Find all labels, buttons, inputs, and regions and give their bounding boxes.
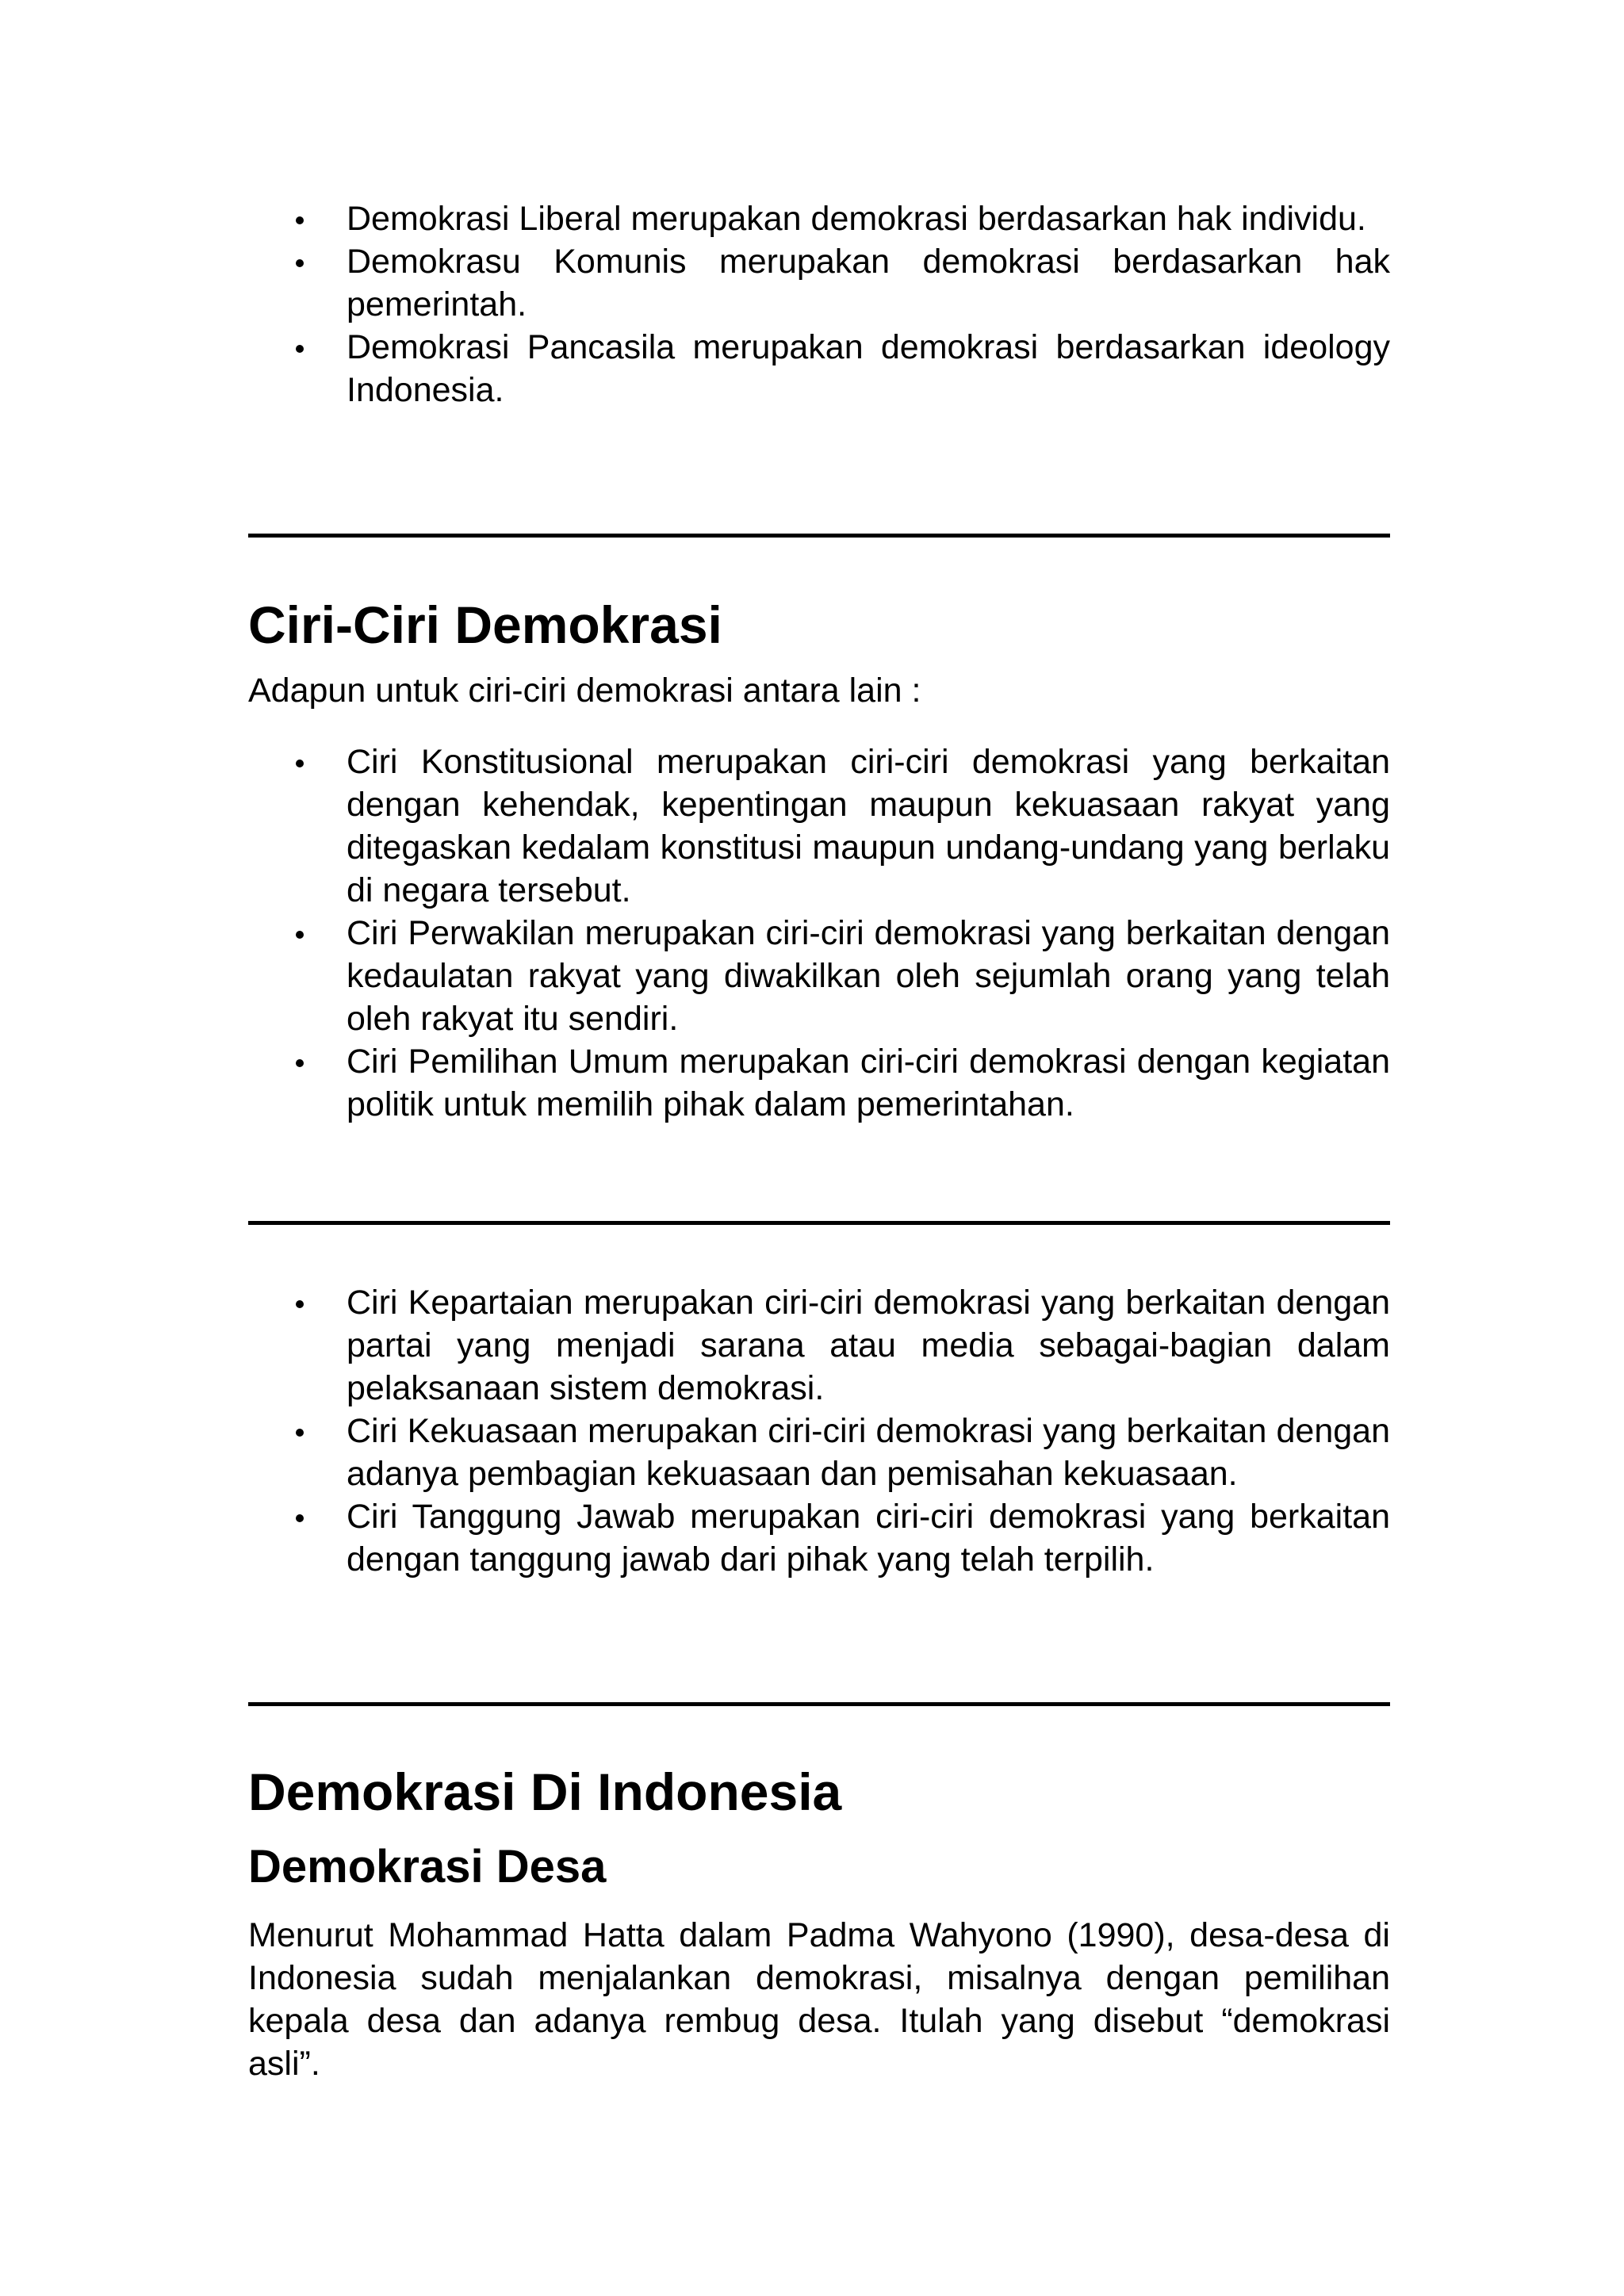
horizontal-divider xyxy=(248,534,1390,538)
bullet-icon xyxy=(296,345,304,353)
list-item-text: Ciri Konstitusional merupakan ciri-ciri demokrasi yang berkaitan dengan kehendak, kepentingan maupun kekuasaan rakyat yang ditegaskan kedalam konstitusi maupun undang-undang yang berlaku di negara tersebut. xyxy=(347,743,1390,909)
section-heading: Ciri-Ciri Demokrasi xyxy=(248,595,722,654)
list-item xyxy=(248,240,1390,326)
bullet-icon xyxy=(296,1429,304,1437)
list-item-text: Ciri Kekuasaan merupakan ciri-ciri demokrasi yang berkaitan dengan adanya pembagian kekuasaan dan pemisahan kekuasaan. xyxy=(347,1412,1390,1493)
list-item xyxy=(248,1281,1390,1410)
bullet-icon xyxy=(296,760,304,767)
ciri-continued-section xyxy=(248,1281,1390,1581)
bullet-icon xyxy=(296,1300,304,1308)
list-item xyxy=(248,197,1390,240)
section-intro: Adapun untuk ciri-ciri demokrasi antara lain : xyxy=(248,672,921,710)
list-item xyxy=(248,1495,1390,1581)
list-item xyxy=(248,1410,1390,1495)
list-item-text: Ciri Perwakilan merupakan ciri-ciri demokrasi yang berkaitan dengan kedaulatan rakyat yang diwakilkan oleh sejumlah orang yang telah oleh rakyat itu sendiri. xyxy=(347,914,1390,1038)
bullet-icon xyxy=(296,1514,304,1522)
list-item-text: Ciri Pemilihan Umum merupakan ciri-ciri demokrasi dengan kegiatan politik untuk memilih pihak dalam pemerintahan. xyxy=(347,1043,1390,1123)
list-item xyxy=(248,912,1390,1040)
horizontal-divider xyxy=(248,1221,1390,1225)
list-item-text: Demokrasi Pancasila merupakan demokrasi berdasarkan ideology Indonesia. xyxy=(347,328,1390,409)
section-paragraph: Menurut Mohammad Hatta dalam Padma Wahyono (1990), desa-desa di Indonesia sudah menjalankan demokrasi, misalnya dengan pemilihan kepala desa dan adanya rembug desa. Itulah yang disebut “demokrasi asli”. xyxy=(248,1916,1390,2083)
democracy-types-section xyxy=(248,197,1390,411)
list-item-text: Demokrasi Liberal merupakan demokrasi berdasarkan hak individu. xyxy=(347,200,1366,238)
horizontal-divider xyxy=(248,1702,1390,1706)
list-item xyxy=(248,740,1390,912)
ciri-continued-list xyxy=(248,1281,1390,1581)
list-item-text: Ciri Tanggung Jawab merupakan ciri-ciri demokrasi yang berkaitan dengan tanggung jawab dari pihak yang telah terpilih. xyxy=(347,1498,1390,1578)
bullet-icon xyxy=(296,259,304,267)
list-item xyxy=(248,1040,1390,1126)
section-subheading: Demokrasi Desa xyxy=(248,1841,607,1892)
list-item-text: Ciri Kepartaian merupakan ciri-ciri demokrasi yang berkaitan dengan partai yang menjadi sarana atau media sebagai-bagian dalam pelaksanaan sistem demokrasi. xyxy=(347,1284,1390,1407)
democracy-types-list xyxy=(248,197,1390,411)
list-item-text: Demokrasu Komunis merupakan demokrasi berdasarkan hak pemerintah. xyxy=(347,243,1390,323)
demokrasi-indonesia-section xyxy=(248,1760,1390,2085)
section-heading: Demokrasi Di Indonesia xyxy=(248,1762,842,1821)
bullet-icon xyxy=(296,1059,304,1067)
ciri-demokrasi-section xyxy=(248,593,1390,1126)
ciri-list xyxy=(248,740,1390,1126)
bullet-icon xyxy=(296,931,304,939)
bullet-icon xyxy=(296,216,304,224)
list-item xyxy=(248,326,1390,411)
